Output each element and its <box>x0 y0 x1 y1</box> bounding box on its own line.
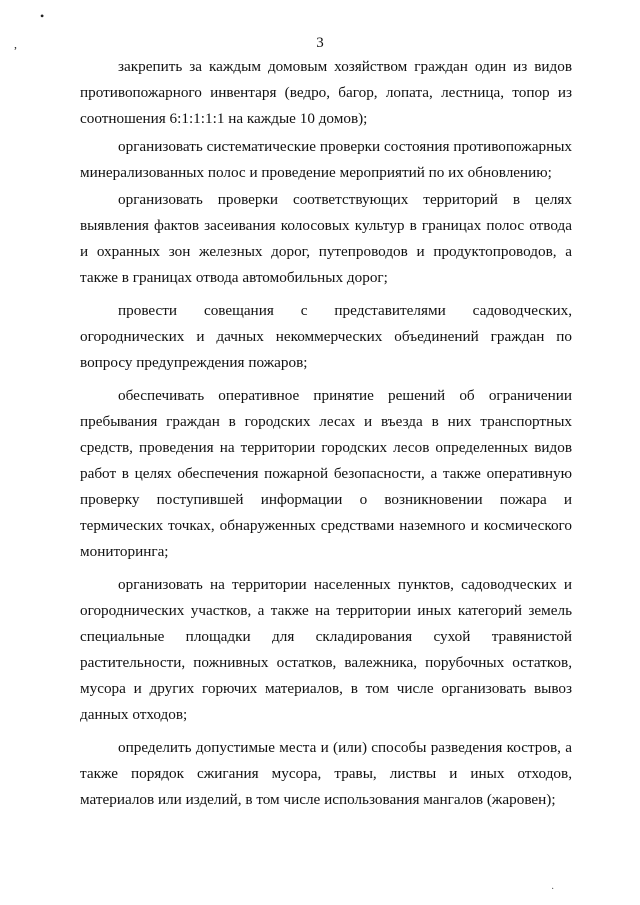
paragraph: организовать на территории населенных пунктов, садоводческих и огороднических участков, а также на территории иных категорий земель специальные площадки для складирования сухой травянистой растительности, пожнивных остатков, валежника, порубочных остатков, мусора и других горючих материалов, в том числе организовать вывоз данных отходов; <box>80 576 572 723</box>
paragraph: организовать проверки соответствующих территорий в целях выявления фактов засеивания колосовых культур в границах полос отвода и охранных зон железных дорог, путепроводов и продуктопроводов, а также в границах отвода автомобильных дорог; <box>80 191 572 286</box>
page-number: 3 <box>316 35 324 51</box>
paragraph: определить допустимые места и (или) способы разведения костров, а также порядок сжигания мусора, травы, листвы и иных отходов, материалов или изделий, в том числе использования мангалов (жаровен); <box>80 739 572 808</box>
scan-speck: • <box>40 9 45 23</box>
paragraph: закрепить за каждым домовым хозяйством граждан один из видов противопожарного инвентаря (ведро, багор, лопата, лестница, топор из соотношения 6:1:1:1:1 на каждые 10 домов); <box>80 58 572 127</box>
document-body <box>80 54 572 813</box>
paragraph: организовать систематические проверки состояния противопожарных минерализованных полос и проведение мероприятий по их обновлению; <box>80 138 572 181</box>
paragraph: обеспечивать оперативное принятие решений об ограничении пребывания граждан в городских лесах и въезда в них транспортных средств, проведения на территории городских лесов определенных видов работ в целях обеспечения пожарной безопасности, а также оперативную проверку поступившей информации о возникновении пожара и термических точках, обнаруженных средствами наземного и космического мониторинга; <box>80 387 572 560</box>
paragraph: провести совещания с представителями садоводческих, огороднических и дачных некоммерческих объединений граждан по вопросу предупреждения пожаров; <box>80 302 572 371</box>
scan-speck: , <box>14 37 17 51</box>
scan-speck: · <box>551 884 555 895</box>
